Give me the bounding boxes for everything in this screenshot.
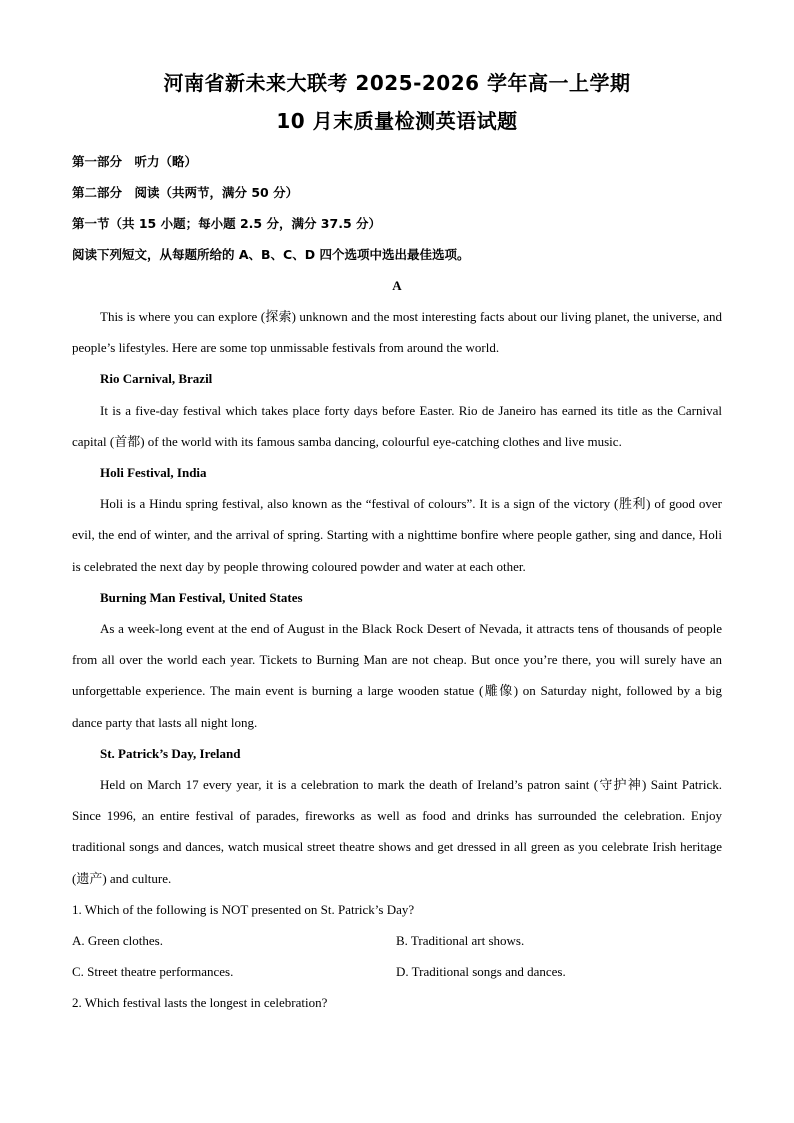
festival-title-st-patrick: St. Patrick’s Day, Ireland bbox=[100, 745, 241, 761]
exam-title-line2: 10 月末质量检测英语试题 bbox=[276, 109, 518, 133]
question-1-options bbox=[72, 925, 722, 987]
festival-text-holi: Holi is a Hindu spring festival, also known as the “festival of colours”. It is a sign of the victory (胜利) of good over evil, the end of winter, and the arrival of spring. Starting with a nighttime bonfire where people gather, sing and dance, Holi is celebrated the next day by people throwing coloured powder and water at each other. bbox=[72, 496, 722, 574]
festival-title-rio: Rio Carnival, Brazil bbox=[100, 371, 213, 387]
question-1-option-b: B. Traditional art shows. bbox=[396, 933, 525, 949]
passage-label: A bbox=[392, 278, 402, 293]
passage-intro: This is where you can explore (探索) unknown and the most interesting facts about our living planet, the universe, and people’s lifestyles. Here are some top unmissable festivals from around the world. bbox=[72, 309, 722, 356]
part1-heading: 第一部分 听力（略） bbox=[72, 154, 198, 169]
festival-text-rio: It is a five-day festival which takes place forty days before Easter. Rio de Janeiro has earned its title as the Carnival capital (首都) of the world with its famous samba dancing, colourful eye-catching clothes and live music. bbox=[72, 402, 722, 449]
reading-instruction: 阅读下列短文，从每题所给的 A、B、C、D 四个选项中选出最佳选项。 bbox=[72, 247, 470, 262]
question-1-option-d: D. Traditional songs and dances. bbox=[396, 964, 566, 980]
question-1-stem: 1. Which of the following is NOT presented on St. Patrick’s Day? bbox=[72, 901, 415, 917]
exam-page bbox=[72, 66, 722, 1019]
exam-title-line1: 河南省新未来大联考 2025-2026 学年高一上学期 bbox=[163, 71, 631, 95]
question-1-option-a: A. Green clothes. bbox=[72, 933, 163, 949]
question-1-option-c: C. Street theatre performances. bbox=[72, 964, 234, 980]
festival-title-holi: Holi Festival, India bbox=[100, 465, 207, 481]
festival-text-burning-man: As a week-long event at the end of August in the Black Rock Desert of Nevada, it attracts tens of thousands of people from all over the world each year. Tickets to Burning Man are not cheap. But once you’re there, you will surely have an unforgettable experience. The main event is burning a large wooden statue (雕像) on Saturday night, followed by a big dance party that lasts all night long. bbox=[72, 621, 722, 730]
festival-text-st-patrick: Held on March 17 every year, it is a celebration to mark the death of Ireland’s patron saint (守护神) Saint Patrick. Since 1996, an entire festival of parades, fireworks as well as food and drinks has surrounded the celebration. Enjoy traditional songs and dances, watch musical street theatre shows and get dressed in all green as you celebrate Irish heritage (遗产) and culture. bbox=[72, 777, 722, 886]
question-2-stem: 2. Which festival lasts the longest in celebration? bbox=[72, 995, 328, 1011]
festival-title-burning-man: Burning Man Festival, United States bbox=[100, 589, 303, 605]
section1-heading: 第一节（共 15 小题；每小题 2.5 分，满分 37.5 分） bbox=[72, 216, 381, 231]
part2-heading: 第二部分 阅读（共两节，满分 50 分） bbox=[72, 185, 299, 200]
